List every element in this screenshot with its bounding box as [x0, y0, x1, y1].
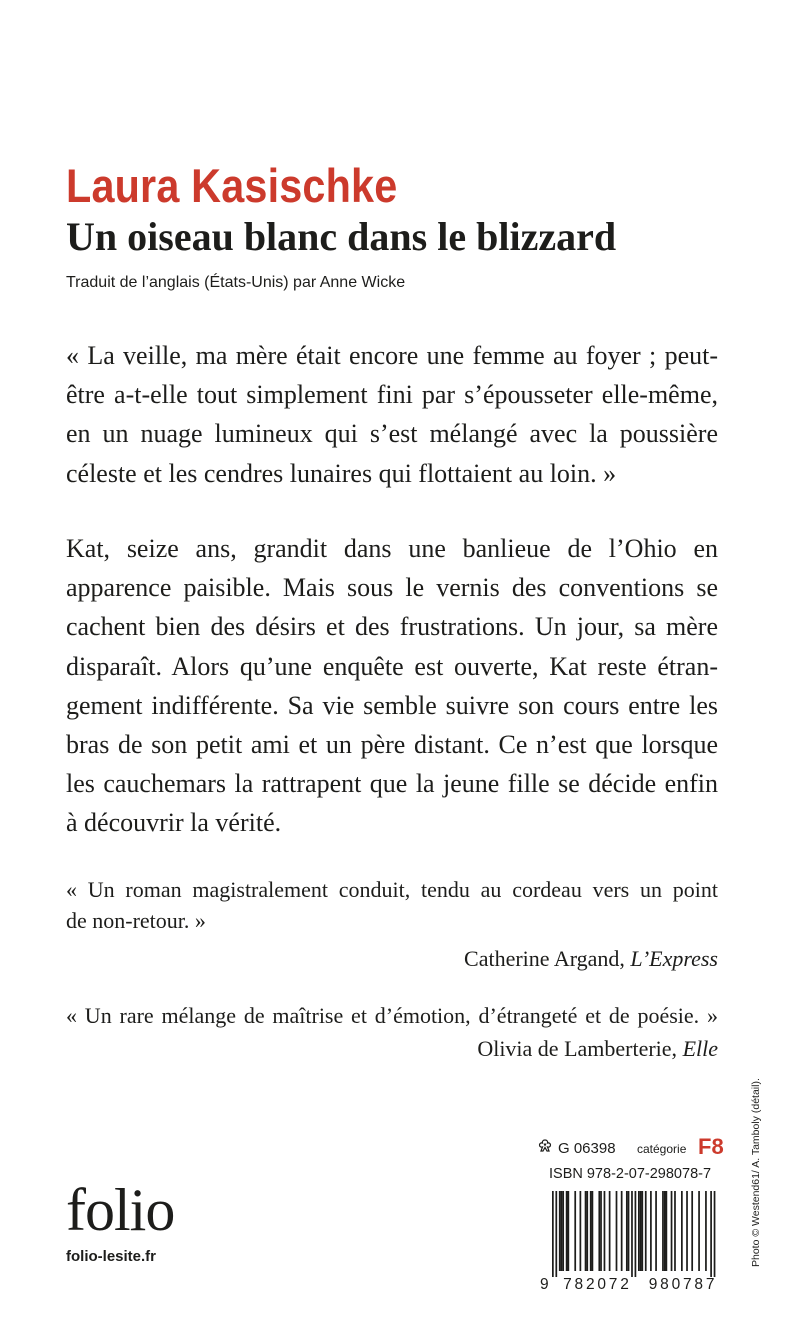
- summary-line: disparaît. Alors qu’une enquête est ouverte, Kat reste étran-: [66, 651, 718, 681]
- barcode-bar: [686, 1191, 688, 1271]
- barcode-bar: [698, 1191, 700, 1271]
- barcode-bar: [691, 1191, 693, 1271]
- review-critic: Catherine Argand,: [464, 946, 631, 971]
- author-name: Laura Kasischke: [66, 159, 398, 212]
- barcode-bar: [585, 1191, 587, 1271]
- barcode-bar: [626, 1191, 628, 1271]
- press-review-elle: [66, 1000, 718, 1064]
- barcode-bars: [540, 1191, 722, 1277]
- barcode-bar: [681, 1191, 683, 1271]
- barcode-group-2: 980787: [648, 1276, 718, 1293]
- epigraph-line: en un nuage lumineux qui s’est mélangé avec la poussière: [66, 419, 718, 449]
- barcode-bar: [621, 1191, 623, 1271]
- barcode-bar: [566, 1191, 568, 1271]
- barcode-bar: [562, 1191, 564, 1271]
- isbn-number: ISBN 978-2-07-298078-7: [549, 1166, 712, 1182]
- barcode-bar: [641, 1191, 643, 1271]
- review-line: « Un roman magistralement conduit, tendu au cordeau vers un point: [66, 877, 718, 902]
- catalog-info: [537, 1136, 722, 1162]
- epigraph-quote: [66, 336, 718, 493]
- summary-line: bras de son petit ami et un père distant. Ce n’est que lorsque: [66, 730, 718, 760]
- barcode-bar: [664, 1191, 666, 1271]
- catalog-code: G 06398: [558, 1140, 616, 1157]
- summary-line: gement indifférente. Sa vie semble suivre son cours entre les: [66, 690, 718, 720]
- barcode-bar: [714, 1191, 716, 1277]
- barcode-bar: [671, 1191, 673, 1271]
- summary-line: cachent bien des désirs et des frustrations. Un jour, sa mère: [66, 612, 718, 642]
- category-label: catégorie: [637, 1142, 687, 1156]
- barcode-bar: [666, 1191, 668, 1271]
- barcode-bar: [552, 1191, 554, 1277]
- barcode-bar: [655, 1191, 657, 1271]
- barcode-bar: [574, 1191, 576, 1271]
- barcode-bar: [586, 1191, 588, 1271]
- barcode-bar: [555, 1191, 557, 1277]
- translator-credit: Traduit de l’anglais (États-Unis) par Anne Wicke: [66, 274, 406, 291]
- publisher-website: folio-lesite.fr: [66, 1248, 157, 1265]
- barcode-bar: [561, 1191, 563, 1271]
- epigraph-line: être a-t-elle tout simplement fini par s’épousseter elle-même,: [66, 380, 718, 410]
- folio-logo: folio: [66, 1177, 175, 1243]
- photo-credit: Photo © Westend61/ A. Tamboly (détail).: [750, 1078, 762, 1267]
- barcode-bar: [604, 1191, 606, 1271]
- epigraph-line: « La veille, ma mère était encore une femme au foyer ; peut-: [66, 341, 718, 370]
- book-title: Un oiseau blanc dans le blizzard: [66, 214, 617, 259]
- review-critic: Olivia de Lamberterie,: [477, 1036, 683, 1061]
- barcode-bar: [600, 1191, 602, 1271]
- summary-line: Kat, seize ans, grandit dans une banlieue de l’Ohio en: [66, 534, 718, 563]
- review-attribution: [66, 1033, 718, 1064]
- review-publication: Elle: [682, 1036, 718, 1061]
- barcode-bar: [580, 1191, 582, 1271]
- barcode-bar: [645, 1191, 647, 1271]
- barcode-bar: [635, 1191, 637, 1277]
- barcode-bar: [567, 1191, 569, 1271]
- barcode-bar: [662, 1191, 664, 1271]
- barcode-bar: [705, 1191, 707, 1271]
- review-attribution: [66, 943, 718, 974]
- barcode-bar: [616, 1191, 618, 1271]
- barcode-bar: [650, 1191, 652, 1271]
- category-value: F8: [698, 1134, 724, 1159]
- barcode-group-1: 782072: [563, 1276, 632, 1293]
- barcode-bar: [631, 1191, 633, 1277]
- barcode-bar: [710, 1191, 712, 1277]
- barcode-bar: [590, 1191, 592, 1271]
- review-publication: L’Express: [630, 946, 718, 971]
- barcode-bar: [598, 1191, 600, 1271]
- epigraph-line: céleste et les cendres lunaires qui flottaient au loin. »: [66, 458, 617, 488]
- press-review-lexpress: [66, 874, 718, 974]
- summary-line: les cauchemars la rattrapent que la jeune fille se décide enfin: [66, 769, 718, 799]
- barcode-first-digit: 9: [540, 1276, 552, 1293]
- barcode-bar: [628, 1191, 630, 1271]
- barcode-bar: [609, 1191, 611, 1271]
- barcode-bar: [640, 1191, 642, 1271]
- review-line: « Un rare mélange de maîtrise et d’émotion, d’étrangeté et de poésie. »: [66, 1003, 718, 1028]
- barcode-bar: [674, 1191, 676, 1271]
- barcode-bar: [559, 1191, 561, 1271]
- book-summary: [66, 529, 718, 843]
- review-line: de non-retour. »: [66, 908, 206, 933]
- ean-barcode: [540, 1191, 722, 1287]
- barcode-digits: [540, 1276, 722, 1294]
- gallimard-logo-icon: [537, 1138, 553, 1154]
- barcode-bar: [638, 1191, 640, 1271]
- summary-line: à découvrir la vérité.: [66, 808, 282, 838]
- barcode-bar: [592, 1191, 594, 1271]
- summary-line: apparence paisible. Mais sous le vernis des conventions se: [66, 573, 718, 603]
